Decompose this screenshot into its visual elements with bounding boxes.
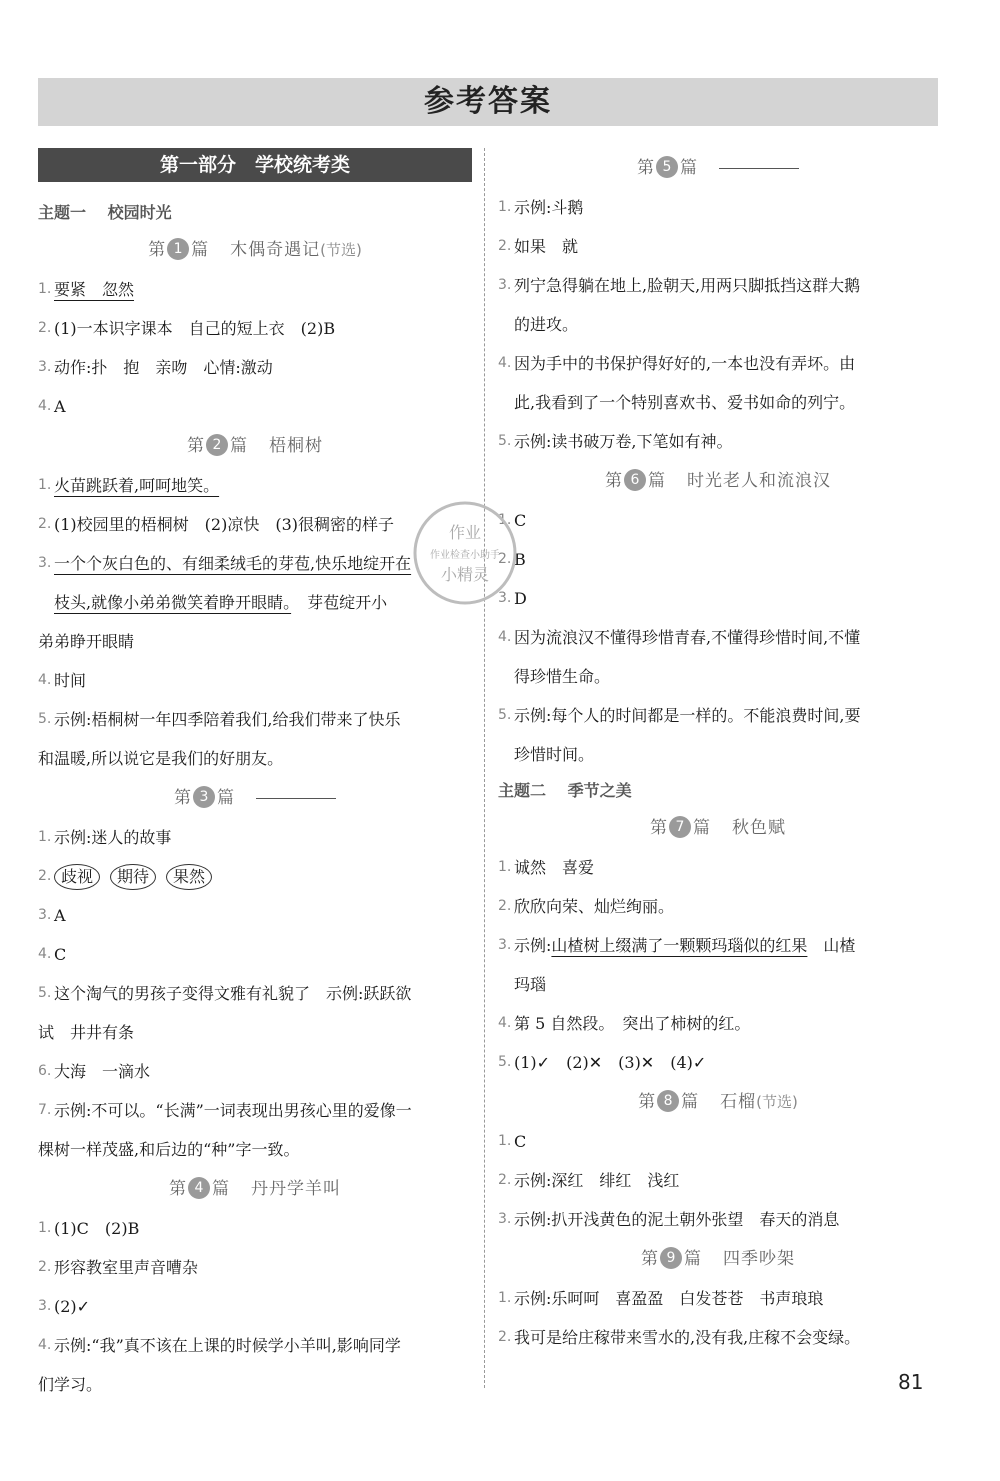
answer-number: 1. [38, 281, 52, 297]
answer-continuation [38, 1013, 472, 1052]
section-prefix: 第 [169, 1179, 186, 1199]
answer-text: 要紧 忽然 [54, 280, 135, 299]
section-suffix: 篇 [191, 240, 209, 260]
answer-number: 7. [38, 1102, 52, 1118]
column-divider [484, 148, 485, 1388]
title-blank [256, 798, 336, 799]
answer-item [498, 1200, 938, 1239]
answer-text: 第 5 自然段。 突出了柿树的红。 [514, 1014, 751, 1033]
answer-number: 1. [38, 477, 52, 493]
answer-number: 2. [498, 1172, 512, 1188]
answer-item [38, 1248, 472, 1287]
watermark-stamp [410, 498, 520, 608]
answer-text: C [514, 511, 527, 530]
answer-text: 这个淘气的男孩子变得文雅有礼貌了 示例:跃跃欲 [54, 984, 412, 1003]
answer-text: 山楂 [807, 936, 856, 955]
answer-item [498, 344, 938, 383]
answer-number: 2. [498, 898, 512, 914]
answer-item [38, 348, 472, 387]
section-title: 秋色赋 [732, 818, 786, 838]
section-suffix: 篇 [681, 1092, 699, 1112]
answer-number: 3. [38, 907, 52, 923]
answer-continuation [38, 622, 472, 661]
section-prefix: 第 [650, 818, 667, 838]
section-number: 3 [193, 786, 215, 808]
answer-item [498, 1043, 938, 1082]
answer-text: 示例:每个人的时间都是一样的。不能浪费时间,要 [514, 706, 861, 725]
header-bar [38, 78, 938, 126]
answer-text: 我可是给庄稼带来雪水的,没有我,庄稼不会变绿。 [514, 1328, 861, 1347]
answer-item [498, 1122, 938, 1161]
answer-number: 4. [38, 398, 52, 414]
answer-text: 得珍惜生命。 [514, 667, 611, 686]
section-suffix: 篇 [212, 1179, 229, 1199]
answer-number: 3. [38, 1298, 52, 1314]
part-title: 第一部分 学校统考类 [38, 148, 472, 182]
answer-continuation [498, 735, 938, 774]
answer-item [498, 266, 938, 305]
answer-item [498, 1161, 938, 1200]
stamp-bottom-text: 小精灵 [440, 565, 490, 584]
answer-text: 示例:“我”真不该在上课的时候学小羊叫,影响同学 [54, 1336, 401, 1355]
section-number: 5 [656, 156, 678, 178]
answer-number: 1. [498, 1290, 512, 1306]
section-prefix: 第 [187, 436, 204, 456]
answer-item [38, 387, 472, 426]
answer-number: 3. [38, 555, 52, 571]
answer-text: C [514, 1132, 527, 1151]
section-heading-7 [498, 808, 938, 848]
answer-text: 试 井井有条 [38, 1023, 135, 1042]
answer-item [498, 227, 938, 266]
answer-text: 示例: [514, 936, 552, 955]
section-title: 丹丹学羊叫 [251, 1179, 341, 1199]
answer-text: 示例:梧桐树一年四季陪着我们,给我们带来了快乐 [54, 710, 401, 729]
answer-item [38, 544, 472, 583]
answer-text: B [514, 550, 526, 569]
section-suffix: 篇 [680, 158, 697, 178]
left-column [38, 148, 472, 1404]
answer-item [38, 1091, 472, 1130]
answer-item [38, 661, 472, 700]
answer-text: A [54, 906, 66, 925]
title-blank [719, 168, 799, 169]
answer-text: 示例:迷人的故事 [54, 828, 172, 847]
answer-number: 1. [498, 859, 512, 875]
answer-text: 珍惜时间。 [514, 745, 595, 764]
answer-text: 示例:读书破万卷,下笔如有神。 [514, 432, 733, 451]
answer-number: 3. [498, 277, 512, 293]
answer-number: 2. [498, 238, 512, 254]
answer-text: 列宁急得躺在地上,脸朝天,用两只脚抵挡这群大鹅 [514, 276, 861, 295]
answer-item [38, 974, 472, 1013]
answer-text: 大海 一滴水 [54, 1062, 151, 1081]
answer-number: 1. [38, 1220, 52, 1236]
answer-item [38, 1287, 472, 1326]
section-suffix: 篇 [684, 1249, 701, 1269]
answer-item [498, 848, 938, 887]
answer-text: (1)C (2)B [54, 1219, 140, 1238]
answer-item [38, 505, 472, 544]
stamp-top-text: 作业 [448, 523, 482, 542]
answer-item [498, 926, 938, 965]
answer-number: 5. [498, 433, 512, 449]
section-number: 2 [206, 434, 228, 456]
answer-item [38, 309, 472, 348]
section-heading-9 [498, 1239, 938, 1279]
answer-text: 一个个灰白色的、有细柔绒毛的芽苞,快乐地绽开在 [54, 554, 412, 573]
answer-continuation [38, 1365, 472, 1404]
answer-item [498, 887, 938, 926]
answer-number: 4. [498, 629, 512, 645]
answer-text: 欣欣向荣、灿烂绚丽。 [514, 897, 675, 916]
answer-text: C [54, 945, 67, 964]
answer-text: D [514, 589, 527, 608]
section-number: 8 [657, 1090, 679, 1112]
section-prefix: 第 [641, 1249, 658, 1269]
section-prefix: 第 [148, 240, 166, 260]
answer-number: 5. [498, 707, 512, 723]
section-heading-5 [498, 148, 938, 188]
answer-text: 此,我看到了一个特别喜欢书、爱书如命的列宁。 [514, 393, 856, 412]
answer-number: 4. [38, 1337, 52, 1353]
circled-word: 歧视 [54, 864, 100, 890]
answer-number: 3. [498, 1211, 512, 1227]
answer-item [38, 857, 472, 896]
section-suffix: 篇 [648, 471, 665, 491]
answer-text: 时间 [54, 671, 87, 690]
right-column [498, 148, 938, 1357]
section-heading-2 [38, 426, 472, 466]
answer-number: 5. [38, 711, 52, 727]
answer-number: 2. [38, 516, 52, 532]
answer-number: 3. [38, 359, 52, 375]
section-prefix: 第 [638, 1092, 656, 1112]
answer-text: 示例:扒开浅黄色的泥土朝外张望 春天的消息 [514, 1210, 840, 1229]
answer-item [38, 1209, 472, 1248]
answer-number: 2. [498, 551, 512, 567]
answer-text: 示例:深红 绯红 浅红 [514, 1171, 680, 1190]
answer-continuation [38, 583, 472, 622]
section-title: 石榴 [720, 1092, 757, 1112]
circled-word: 果然 [166, 864, 212, 890]
answer-text: A [54, 397, 66, 416]
section-number: 1 [167, 238, 189, 260]
answer-number: 2. [498, 1329, 512, 1345]
section-title: 时光老人和流浪汉 [687, 471, 831, 491]
answer-item [38, 700, 472, 739]
answer-text: 和温暖,所以说它是我们的好朋友。 [38, 749, 284, 768]
answer-number: 3. [498, 937, 512, 953]
answer-text: 动作:扑 抱 亲吻 心情:激动 [54, 358, 273, 377]
answer-continuation [38, 739, 472, 778]
answer-item [38, 1052, 472, 1091]
section-number: 7 [669, 816, 691, 838]
answer-continuation [498, 305, 938, 344]
answer-item [498, 696, 938, 735]
answer-item [498, 422, 938, 461]
answer-item [498, 1279, 938, 1318]
section-heading-6 [498, 461, 938, 501]
section-heading-1 [38, 230, 472, 270]
section-suffix: 篇 [230, 436, 247, 456]
section-prefix: 第 [174, 788, 191, 808]
answer-text: 芽苞绽开 [291, 593, 372, 612]
answer-text: (1)一本识字课本 自己的短上衣 (2)B [54, 319, 336, 338]
stamp-middle-text: 作业检查小助手 [430, 550, 500, 561]
section-subtitle: (节选) [320, 241, 362, 259]
answer-text: 棵树一样茂盛,和后边的“种”字一致。 [38, 1140, 300, 1159]
answer-item [498, 618, 938, 657]
answer-number: 3. [498, 590, 512, 606]
answer-continuation [498, 383, 938, 422]
section-number: 6 [624, 469, 646, 491]
section-title: 四季吵架 [723, 1249, 795, 1269]
answer-item [498, 579, 938, 618]
answer-text: 示例:乐呵呵 喜盈盈 白发苍苍 书声琅琅 [514, 1289, 824, 1308]
answer-number: 5. [498, 1054, 512, 1070]
section-number: 9 [660, 1247, 682, 1269]
section-suffix: 篇 [217, 788, 234, 808]
answer-text: (2)✓ [54, 1297, 91, 1316]
answer-number: 1. [498, 1133, 512, 1149]
answer-item [498, 188, 938, 227]
answer-item [38, 935, 472, 974]
answer-item [38, 1326, 472, 1365]
section-subtitle: (节选) [756, 1093, 798, 1111]
answer-text: 火苗跳跃着,呵呵地笑。 [54, 476, 220, 495]
circled-word: 期待 [110, 864, 156, 890]
answer-number: 4. [498, 1015, 512, 1031]
answer-continuation [498, 965, 938, 1004]
answer-number: 6. [38, 1063, 52, 1079]
section-heading-4 [38, 1169, 472, 1209]
answer-number: 4. [498, 355, 512, 371]
answer-item [498, 1004, 938, 1043]
page-title: 参考答案 [424, 84, 552, 119]
section-title: 木偶奇遇记 [230, 240, 321, 260]
section-suffix: 篇 [693, 818, 710, 838]
answer-number: 2. [38, 1259, 52, 1275]
answer-number: 1. [498, 199, 512, 215]
answer-text: 弟弟睁开眼睛 [38, 632, 135, 651]
section-number: 4 [188, 1177, 210, 1199]
answer-text: (1)校园里的梧桐树 (2)凉快 (3)很稠密的样子 [54, 515, 394, 534]
answer-number: 4. [38, 672, 52, 688]
section-heading-8 [498, 1082, 938, 1122]
answer-text: 如果 就 [514, 237, 579, 256]
answer-text: 因为手中的书保护得好好的,一本也没有弄坏。由 [514, 354, 856, 373]
section-prefix: 第 [605, 471, 622, 491]
answer-text: 小 [371, 593, 388, 612]
section-heading-3 [38, 778, 472, 818]
answer-text: 的进攻。 [514, 315, 579, 334]
answer-number: 2. [38, 320, 52, 336]
section-title: 梧桐树 [269, 436, 323, 456]
answer-text: (1)✓ (2)✕ (3)✕ (4)✓ [514, 1053, 707, 1072]
answer-text: 玛瑙 [514, 975, 547, 994]
answer-text: 诚然 喜爱 [514, 858, 595, 877]
answer-text: 示例:斗鹅 [514, 198, 584, 217]
answer-number: 2. [38, 868, 52, 884]
answer-text: 形容教室里声音嘈杂 [54, 1258, 199, 1277]
answer-number: 4. [38, 946, 52, 962]
answer-text: 枝头,就像小弟弟微笑着睁开眼睛。 [54, 593, 292, 612]
answer-item [498, 501, 938, 540]
answer-item [38, 466, 472, 505]
answer-item [498, 1318, 938, 1357]
theme-title: 主题一 校园时光 [38, 203, 172, 222]
theme-title: 主题二 季节之美 [498, 781, 632, 800]
page-number: 81 [898, 1370, 924, 1394]
answer-item [498, 540, 938, 579]
answer-number: 5. [38, 985, 52, 1001]
answer-continuation [498, 657, 938, 696]
answer-text: 们学习。 [38, 1375, 103, 1394]
answer-number: 1. [498, 512, 512, 528]
answer-number: 1. [38, 829, 52, 845]
answer-item [38, 896, 472, 935]
section-prefix: 第 [637, 158, 654, 178]
answer-text: 因为流浪汉不懂得珍惜青春,不懂得珍惜时间,不懂 [514, 628, 861, 647]
answer-text: 示例:不可以。“长满”一词表现出男孩心里的爱像一 [54, 1101, 412, 1120]
answer-text: 山楂树上缀满了一颗颗玛瑙似的红果 [551, 936, 808, 955]
answer-item [38, 270, 472, 309]
answer-continuation [38, 1130, 472, 1169]
answer-item [38, 818, 472, 857]
